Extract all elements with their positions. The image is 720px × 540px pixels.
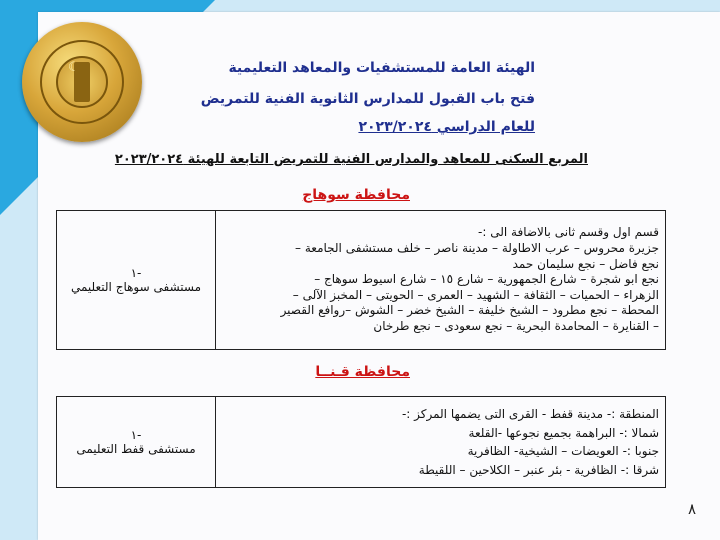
area-line: المنطقة :- مدينة قفط - القرى التى يضمها المركز :-	[401, 407, 659, 421]
area-line: – القنايرة – المحامدة البحرية – نجع سعودى – نجع طرخان	[373, 318, 659, 333]
area-line: قسم اول وقسم ثانى بالاضافة الى :-	[478, 225, 659, 240]
hospital-cell	[57, 397, 216, 488]
coverage-areas-cell	[216, 397, 666, 488]
header-title-line-3: للعام الدراسي ٢٠٢٣/٢٠٢٤	[358, 119, 535, 135]
hospital-cell	[57, 211, 216, 350]
coverage-areas-cell	[216, 211, 666, 350]
area-line: نجع فاضل – نجع سليمان حمد	[512, 256, 659, 271]
area-line: شرقا :- الظافرية - بئر عنبر – الكلاحين – اللقيطة	[418, 462, 659, 477]
qena-hospital-table	[56, 396, 666, 488]
page-number: ٨	[688, 500, 697, 518]
authority-seal-logo	[22, 22, 142, 142]
table-row	[57, 397, 666, 488]
hospital-number: -١	[130, 266, 142, 280]
page-subtitle: المربع السكنى للمعاهد والمدارس الفنية للتمريض التابعة للهيئة ٢٠٢٣/٢٠٢٤	[114, 152, 588, 167]
seal-crescent-icon: ☾	[68, 60, 80, 75]
hospital-number: -١	[130, 428, 142, 442]
area-line: الزهراء – الحميات – الثقافة – الشهيد – العمرى – الحويتى – المخبز الآلى –	[292, 287, 659, 302]
area-line: شمالا :- البراهمة بجميع نجوعها -القلعة	[468, 425, 659, 440]
area-line: جنوبا :- العويضات – الشيخية- الظافرية	[467, 444, 659, 458]
sohag-hospital-table	[56, 210, 666, 350]
governorate-heading-qena: محافظة قـنــا	[315, 364, 410, 380]
area-line: نجع ابو شجرة – شارع الجمهورية – شارع ١٥ – شارع اسيوط سوهاج –	[314, 272, 659, 287]
area-line: المحطة – نجع مطرود – الشيخ خليفة – الشيخ خضر – الشوش –روافع القصير	[280, 303, 659, 318]
area-line: جزيرة محروس – عرب الاطاولة – مدينة ناصر – خلف مستشفى الجامعة –	[295, 241, 659, 256]
hospital-name: مستشفى قفط التعليمى	[76, 442, 196, 456]
header-title-line-2: فتح باب القبول للمدارس الثانوية الفنية للتمريض	[200, 91, 535, 107]
hospital-name: مستشفى سوهاج التعليمي	[70, 280, 202, 294]
header-title-line-1: الهيئة العامة للمستشفيات والمعاهد التعليمية	[228, 60, 535, 76]
governorate-heading-sohag: محافظة سوهاج	[302, 187, 410, 203]
table-row	[57, 211, 666, 350]
